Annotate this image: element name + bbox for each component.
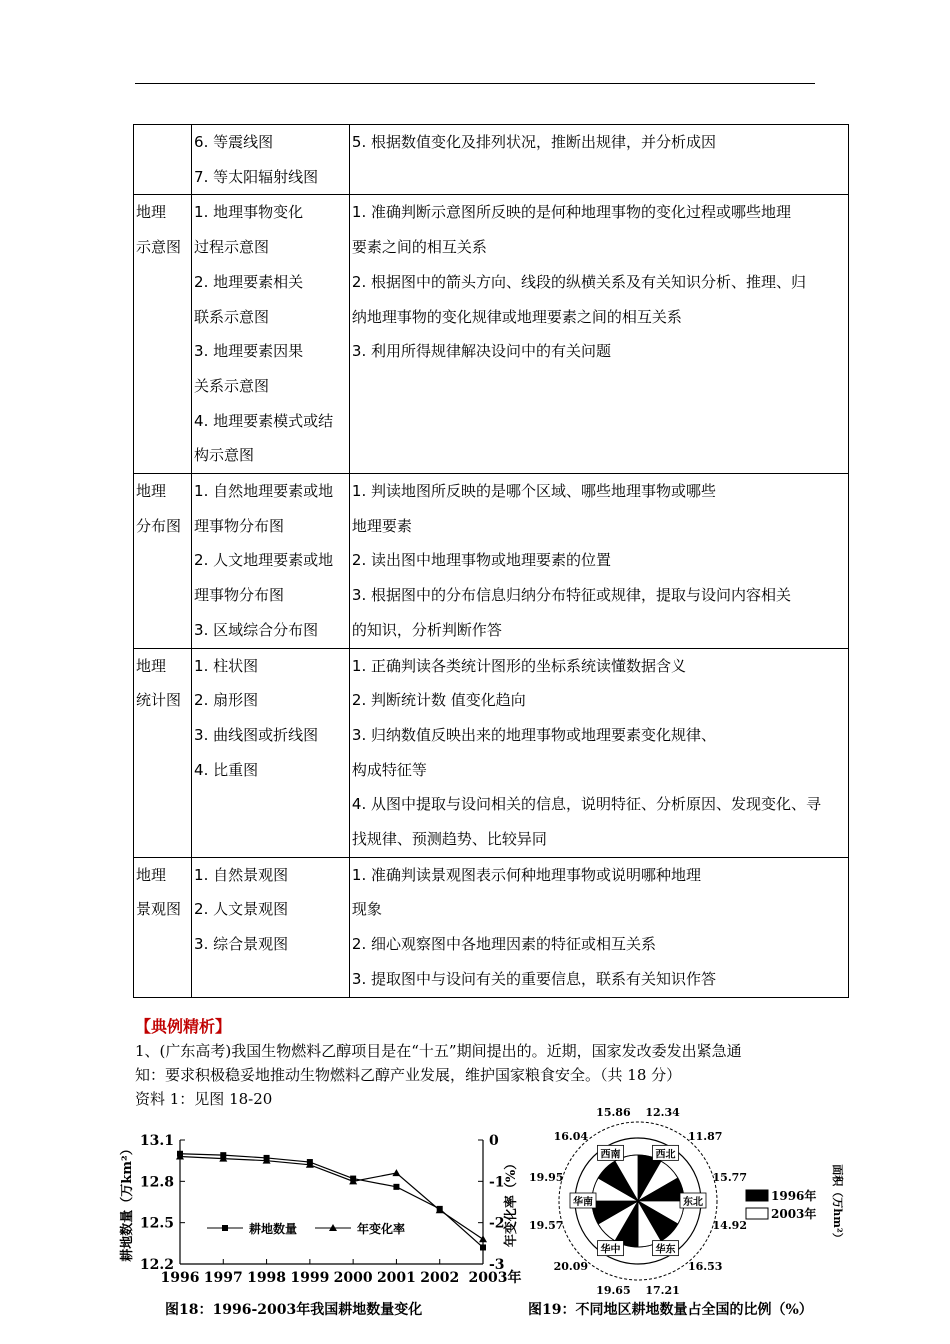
cell-line: 构成特征等 xyxy=(351,760,427,779)
table-cell-category xyxy=(134,125,192,195)
slice-value: 11.87 xyxy=(687,1129,723,1143)
table-cell-methods xyxy=(349,648,848,857)
table-row xyxy=(134,195,849,474)
cell-line: 景观图 xyxy=(136,900,182,919)
cell-line: 地理 xyxy=(136,203,167,222)
cell-line: 纳地理事物的变化规律或地理要素之间的相互关系 xyxy=(351,307,682,326)
region-label: 华东 xyxy=(655,1244,676,1256)
cell-line: 3. 曲线图或折线图 xyxy=(194,725,319,744)
cell-line: 3. 归纳数值反映出来的地理事物或地理要素变化规律、 xyxy=(351,725,716,744)
x-tick-label: 1997 xyxy=(203,1270,243,1286)
cell-line: 2. 细心观察图中各地理因素的特征或相互关系 xyxy=(351,935,656,954)
cell-line: 1. 地理事物变化 xyxy=(194,203,304,222)
figure-19-caption: 图19：不同地区耕地数量占全国的比例（%） xyxy=(528,1302,813,1318)
header-rule xyxy=(135,83,815,84)
legend-label-1996: 1996年 xyxy=(771,1189,817,1203)
series-point xyxy=(393,1184,399,1190)
slice-value: 14.92 xyxy=(712,1218,747,1232)
table-cell-methods xyxy=(349,857,848,997)
cell-line: 2. 人文景观图 xyxy=(194,900,289,919)
slice-value: 16.04 xyxy=(553,1129,589,1143)
table-cell-types xyxy=(192,648,350,857)
right-tick-label: -3 xyxy=(489,1257,505,1273)
table-cell-types xyxy=(192,474,350,649)
figure-19-pie-chart xyxy=(528,1108,850,1298)
cell-line: 统计图 xyxy=(136,691,182,710)
table-cell-types xyxy=(192,857,350,997)
x-tick-label: 1996 xyxy=(160,1270,200,1286)
table-row xyxy=(134,474,849,649)
cell-line: 3. 根据图中的分布信息归纳分布特征或规律，提取与设问内容相关 xyxy=(351,586,791,605)
cell-line: 联系示意图 xyxy=(194,307,270,326)
cell-line: 找规律、预测趋势、比较异同 xyxy=(351,830,547,849)
cell-line: 要素之间的相互关系 xyxy=(351,238,487,257)
slice-value: 15.77 xyxy=(712,1171,747,1185)
figure-18-line-chart xyxy=(115,1128,525,1298)
table-cell-methods xyxy=(349,474,848,649)
legend-label-2003: 2003年 xyxy=(771,1207,817,1221)
region-label: 西南 xyxy=(600,1149,621,1161)
cell-line: 过程示意图 xyxy=(194,238,270,257)
y-axis-label: 耕地数量（万km²） xyxy=(120,1142,135,1262)
cell-line: 1. 柱状图 xyxy=(194,656,259,675)
cell-line: 2. 地理要素相关 xyxy=(194,272,304,291)
paragraph-2: 知：要求积极稳妥地推动生物燃料乙醇产业发展，维护国家粮食安全。（共 18 分） xyxy=(135,1066,682,1084)
cell-line: 1. 准确判读景观图表示何种地理事物或说明哪种地理 xyxy=(351,865,701,884)
cell-line: 的知识，分析判断作答 xyxy=(351,620,502,639)
cell-line: 7. 等太阳辐射线图 xyxy=(194,167,319,186)
cell-line: 1. 自然地理要素或地 xyxy=(194,482,334,501)
slice-value: 19.57 xyxy=(529,1218,564,1232)
cell-line: 4. 比重图 xyxy=(194,760,259,779)
right-tick-label: -1 xyxy=(489,1174,505,1191)
cell-line: 构示意图 xyxy=(194,446,255,465)
x-tick-label: 2000 xyxy=(333,1270,373,1286)
cell-line: 1. 正确判读各类统计图形的坐标系统读懂数据含义 xyxy=(351,656,686,675)
series-point xyxy=(479,1235,487,1242)
series-line-0 xyxy=(180,1154,483,1248)
legend-swatch-2003 xyxy=(746,1208,768,1219)
table-cell-category xyxy=(134,474,192,649)
cell-line: 地理 xyxy=(136,656,167,675)
slice-value: 19.95 xyxy=(529,1171,564,1185)
region-label: 华南 xyxy=(573,1197,593,1208)
slice-value: 19.65 xyxy=(596,1283,631,1297)
left-tick-label: 12.8 xyxy=(139,1174,174,1191)
analysis-method-table xyxy=(133,124,849,998)
cell-line: 地理 xyxy=(136,482,167,501)
right-tick-label: 0 xyxy=(489,1133,499,1149)
slice-value: 16.53 xyxy=(687,1260,723,1274)
table-cell-types xyxy=(192,125,350,195)
y2-axis-label: 年变化率（%） xyxy=(504,1156,519,1248)
slice-value: 17.21 xyxy=(645,1283,680,1297)
cell-line: 3. 区域综合分布图 xyxy=(194,620,319,639)
table-row xyxy=(134,125,849,195)
cell-line: 2. 人文地理要素或地 xyxy=(194,551,334,570)
legend-label-0: 耕地数量 xyxy=(249,1222,298,1236)
region-label: 东北 xyxy=(683,1197,703,1208)
left-tick-label: 13.1 xyxy=(139,1133,174,1149)
cell-line: 1. 自然景观图 xyxy=(194,865,289,884)
paragraph-1: 1、(广东高考)我国生物燃料乙醇项目是在“十五”期间提出的。近期，国家发改委发出紧急通 xyxy=(135,1042,742,1060)
region-label: 华中 xyxy=(600,1244,621,1256)
cell-line: 2. 根据图中的箭头方向、线段的纵横关系及有关知识分析、推理、归 xyxy=(351,272,806,291)
cell-line: 现象 xyxy=(351,900,382,919)
paragraph-3: 资料 1：见图 18-20 xyxy=(135,1090,273,1108)
cell-line: 1. 准确判断示意图所反映的是何种地理事物的变化过程或哪些地理 xyxy=(351,203,791,222)
cell-line: 6. 等震线图 xyxy=(194,133,274,151)
series-point xyxy=(392,1169,400,1176)
area-axis-label: 面积（万hm²） xyxy=(831,1164,844,1244)
legend-marker-0 xyxy=(222,1225,228,1231)
table-cell-methods xyxy=(349,195,848,474)
section-title: 【典例精析】 xyxy=(135,1017,232,1036)
cell-line: 2. 判断统计数 值变化趋向 xyxy=(351,691,526,710)
cell-line: 3. 提取图中与设问有关的重要信息，联系有关知识作答 xyxy=(351,969,716,988)
cell-line: 地理 xyxy=(136,865,167,884)
figure-18-caption: 图18：1996-2003年我国耕地数量变化 xyxy=(165,1302,423,1318)
series-point xyxy=(480,1244,486,1250)
slice-value: 20.09 xyxy=(553,1260,589,1274)
table-cell-category xyxy=(134,857,192,997)
cell-line: 4. 从图中提取与设问相关的信息，说明特征、分析原因、发现变化、寻 xyxy=(351,795,821,814)
table-cell-methods xyxy=(349,125,848,195)
cell-line: 3. 综合景观图 xyxy=(194,935,289,954)
cell-line: 3. 利用所得规律解决设问中的有关问题 xyxy=(351,342,611,361)
table-cell-types xyxy=(192,195,350,474)
table-cell-category xyxy=(134,195,192,474)
slice-value: 12.34 xyxy=(645,1108,680,1120)
table-cell-category xyxy=(134,648,192,857)
right-tick-label: -2 xyxy=(489,1215,505,1232)
table-row xyxy=(134,648,849,857)
cell-line: 2. 读出图中地理事物或地理要素的位置 xyxy=(351,551,611,570)
cell-line: 分布图 xyxy=(136,516,182,535)
region-label: 西北 xyxy=(655,1149,676,1161)
x-tick-label: 1998 xyxy=(247,1270,287,1286)
legend-label-1: 年变化率 xyxy=(357,1222,406,1236)
x-tick-label: 2003年 xyxy=(468,1270,522,1286)
cell-line: 2. 扇形图 xyxy=(194,691,259,710)
cell-line: 1. 判读地图所反映的是哪个区域、哪些地理事物或哪些 xyxy=(351,482,716,501)
table-row xyxy=(134,857,849,997)
left-tick-label: 12.2 xyxy=(139,1257,174,1273)
legend-swatch-1996 xyxy=(746,1190,768,1201)
cell-line: 示意图 xyxy=(136,238,182,257)
cell-line: 理事物分布图 xyxy=(194,586,285,605)
x-tick-label: 2002 xyxy=(420,1270,460,1286)
x-tick-label: 1999 xyxy=(290,1270,330,1286)
slice-value: 15.86 xyxy=(596,1108,631,1120)
x-tick-label: 2001 xyxy=(376,1270,416,1286)
cell-line: 4. 地理要素模式或结 xyxy=(194,411,334,430)
left-tick-label: 12.5 xyxy=(139,1215,174,1232)
cell-line: 地理要素 xyxy=(351,516,412,535)
cell-line: 关系示意图 xyxy=(194,376,270,395)
cell-line: 5. 根据数值变化及排列状况，推断出规律，并分析成因 xyxy=(351,133,716,151)
cell-line: 3. 地理要素因果 xyxy=(194,342,304,361)
cell-line: 理事物分布图 xyxy=(194,516,285,535)
